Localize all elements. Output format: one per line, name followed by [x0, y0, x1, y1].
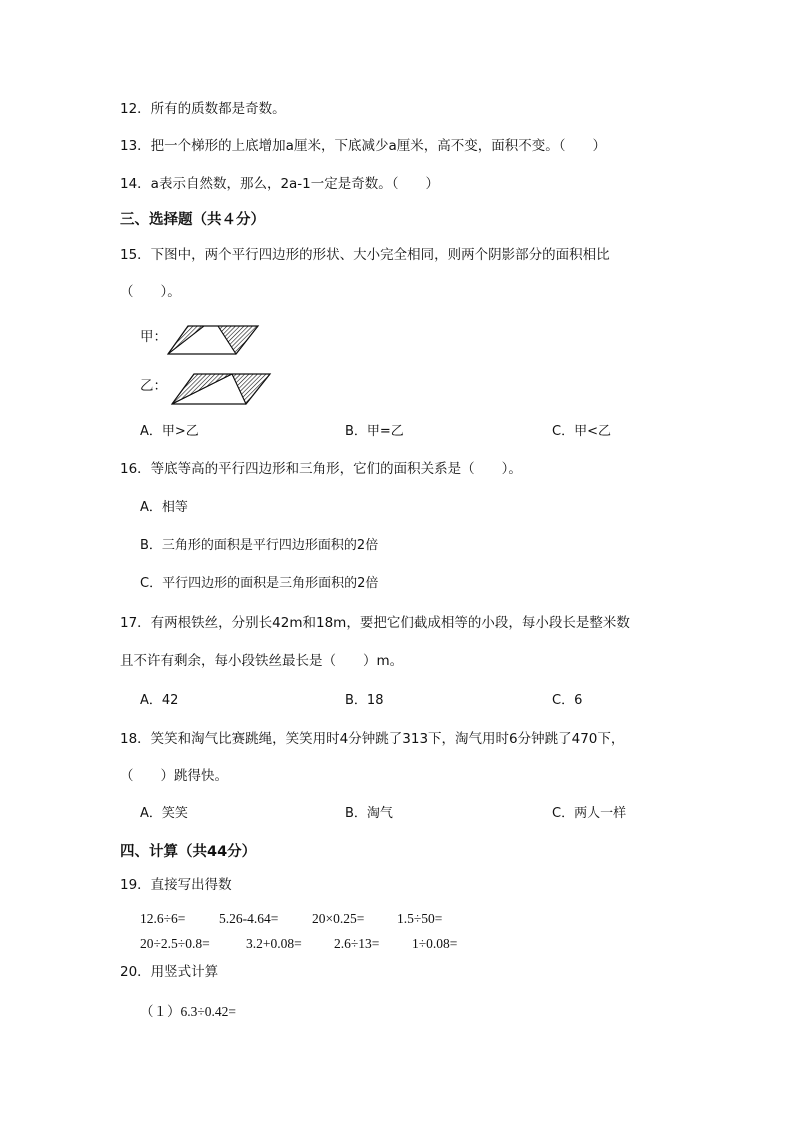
question-20-item-1: （１）6.3÷0.42=	[140, 1004, 237, 1019]
figure-jia-parallelogram	[166, 323, 260, 357]
calc-item: 20÷2.5÷0.8=	[140, 936, 210, 951]
q15-option-a[interactable]: A．甲>乙	[140, 424, 199, 439]
q17-option-b[interactable]: B．18	[345, 693, 384, 708]
question-12: 12．所有的质数都是奇数。	[120, 101, 286, 117]
question-19: 19．直接写出得数	[120, 877, 232, 893]
calc-item: 3.2+0.08=	[246, 936, 302, 951]
q16-option-b[interactable]: B．三角形的面积是平行四边形面积的2倍	[140, 538, 379, 553]
calc-item: 12.6÷6=	[140, 911, 186, 926]
question-13: 13．把一个梯形的上底增加a厘米，下底减少a厘米，高不变，面积不变。（ ）	[120, 138, 606, 154]
figure-jia-label: 甲：	[140, 329, 167, 345]
question-17-line1: 17．有两根铁丝，分别长42m和18m，要把它们截成相等的小段，每小段长是整米数	[120, 615, 630, 631]
calc-item: 1.5÷50=	[397, 911, 443, 926]
calc-item: 20×0.25=	[312, 911, 365, 926]
q18-option-c[interactable]: C．两人一样	[552, 806, 627, 821]
q18-option-a[interactable]: A．笑笑	[140, 806, 188, 821]
figure-yi-parallelogram	[170, 372, 272, 406]
question-15-line2: （ ）。	[120, 284, 181, 300]
question-17-line2: 且不许有剩余，每小段铁丝最长是（ ）m。	[120, 653, 404, 669]
calc-item: 5.26-4.64=	[219, 911, 279, 926]
q15-option-b[interactable]: B．甲=乙	[345, 424, 404, 439]
question-14: 14．a表示自然数，那么，2a-1一定是奇数。（ ）	[120, 176, 440, 192]
figure-yi-label: 乙：	[140, 378, 167, 394]
calc-item: 1÷0.08=	[412, 936, 458, 951]
q18-option-b[interactable]: B．淘气	[345, 806, 393, 821]
calc-item: 2.6÷13=	[334, 936, 380, 951]
q16-option-c[interactable]: C．平行四边形的面积是三角形面积的2倍	[140, 576, 379, 591]
question-16: 16．等底等高的平行四边形和三角形，它们的面积关系是（ ）。	[120, 461, 522, 477]
section-4-heading: 四、计算（共44分）	[120, 844, 257, 860]
question-18-line1: 18．笑笑和淘气比赛跳绳，笑笑用时4分钟跳了313下，淘气用时6分钟跳了470下，	[120, 731, 625, 747]
question-18-line2: （ ）跳得快。	[120, 768, 228, 784]
q15-option-c[interactable]: C．甲<乙	[552, 424, 611, 439]
question-15-line1: 15．下图中，两个平行四边形的形状、大小完全相同，则两个阴影部分的面积相比	[120, 247, 610, 263]
question-20: 20．用竖式计算	[120, 964, 219, 980]
section-3-heading: 三、选择题（共４分）	[120, 212, 265, 228]
q17-option-a[interactable]: A．42	[140, 693, 179, 708]
q17-option-c[interactable]: C．6	[552, 693, 583, 708]
q16-option-a[interactable]: A．相等	[140, 500, 188, 515]
